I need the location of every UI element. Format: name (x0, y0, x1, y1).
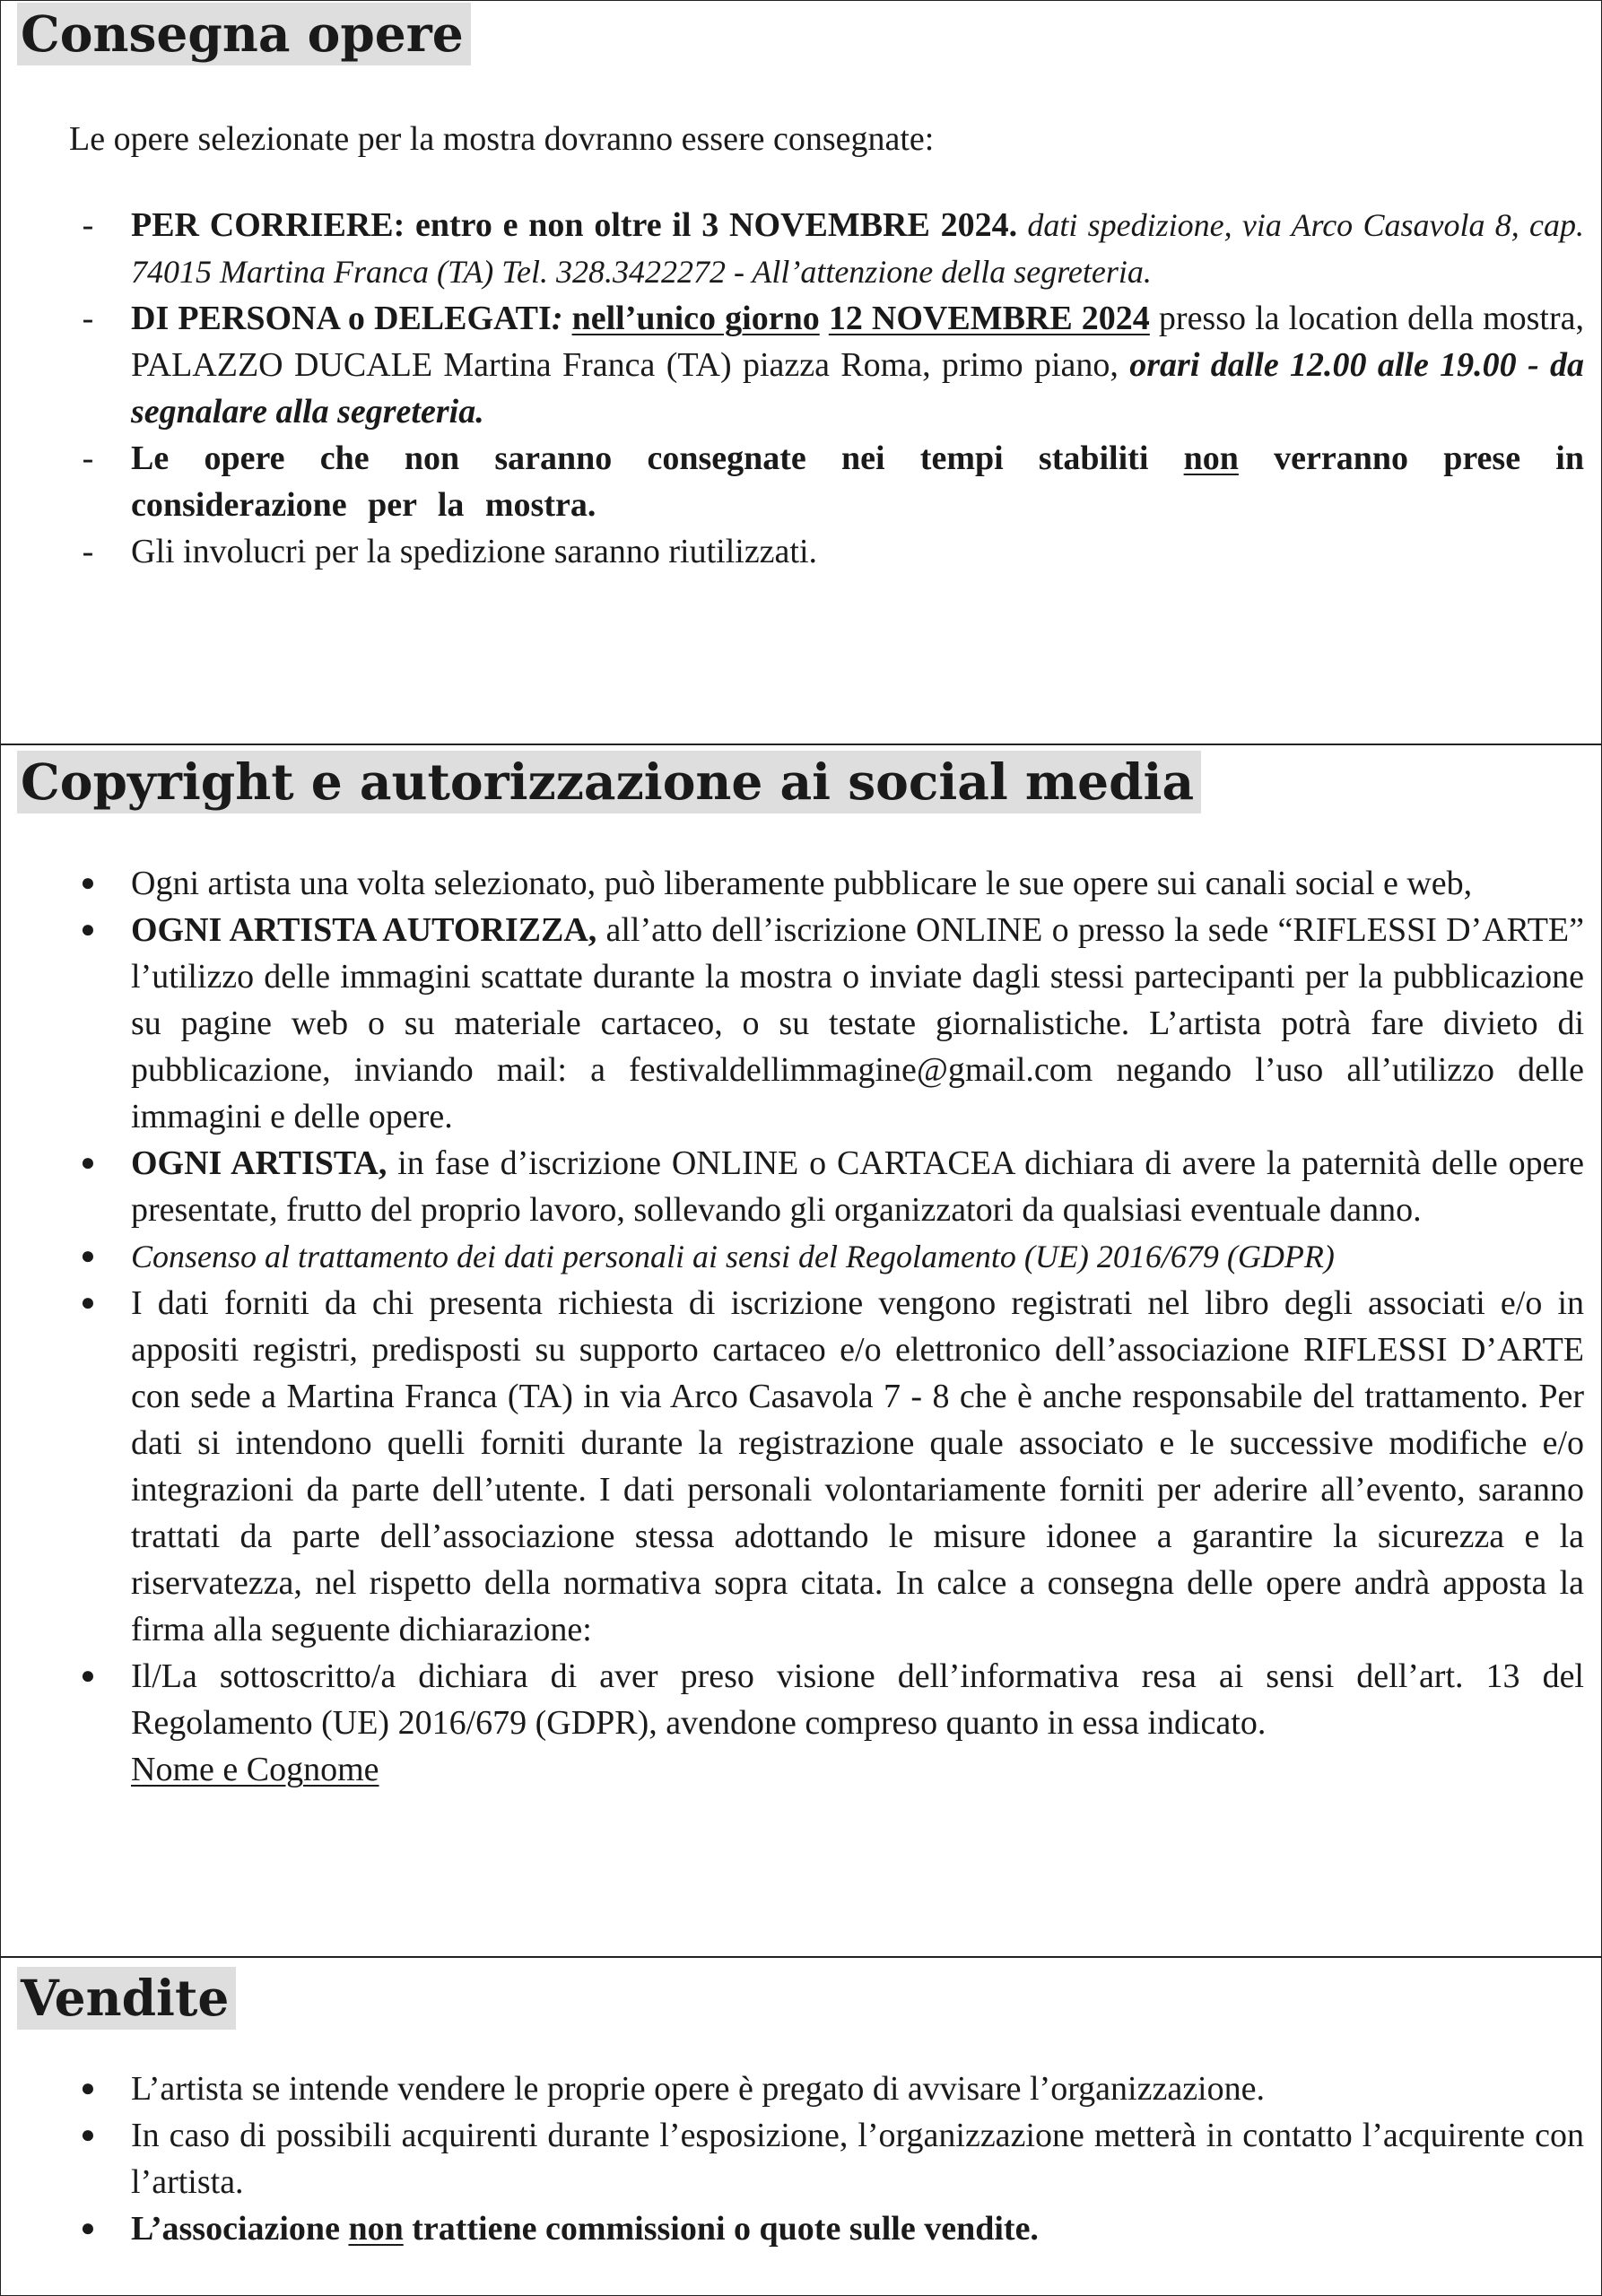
intro-text: Le opere selezionate per la mostra dovranno essere consegnate: (69, 120, 935, 158)
in-person-label: DI PERSONA o DELEGATI (131, 300, 552, 337)
bullet-marker: ● (80, 2214, 96, 2242)
sales-notice-text: L’artista se intende vendere le proprie opere è pregato di avvisare l’organizzazione. (131, 2070, 1265, 2108)
authorization-text: all’atto dell’iscrizione ONLINE o presso la sede “RIFLESSI D’ARTE” l’utilizzo delle immagini scattate durante la mostra o inviate dagli stessi partecipanti per la pubblicazione su pagine web o su materiale cartaceo, o su testate giornalistiche. L’artista potrà fare divieto di pubblicazione, inviando mail: a festivaldellimmagine@gmail.com negando l’uso all’utilizzo delle immagini e delle opere. (131, 911, 1585, 1135)
late-notice-before: Le opere che non saranno consegnate nei tempi stabiliti (131, 439, 1184, 477)
courier-deadline: PER CORRIERE: entro e non oltre il 3 NOVEMBRE 2024. (131, 206, 1018, 244)
single-day-text: nell’unico giorno (571, 300, 820, 337)
list-item (1, 2205, 1584, 2252)
list-item (1, 907, 1584, 1140)
space (820, 300, 829, 337)
commission-after: trattiene commissioni o quote sulle vendite. (403, 2210, 1039, 2248)
list-item (1, 1653, 1584, 1793)
bullet-marker: ● (80, 1149, 96, 1177)
hours-text: orari dalle 12.00 alle 19.00 - da segnalare alla segreteria. (131, 346, 1584, 430)
section-heading: Vendite (17, 1967, 236, 2030)
section-heading: Consegna opere (17, 3, 471, 65)
section-heading: Copyright e autorizzazione ai social media (17, 751, 1201, 813)
list-item (1, 2112, 1584, 2205)
buyers-contact-text: In caso di possibili acquirenti durante l’esposizione, l’organizzazione metterà in contatto l’acquirente con l’artista. (131, 2117, 1584, 2201)
privacy-text: I dati forniti da chi presenta richiesta di iscrizione vengono registrati nel libro degli associati e/o in appositi registri, predisposti su supporto cartaceo e/o elettronico dell’associazione RIFLESSI D’ARTE con sede a Martina Franca (TA) in via Arco Casavola 7 - 8 che è anche responsabile del trattamento. Per dati si intendono quelli forniti durante la registrazione quale associato e le successive modifiche e/o integrazioni da parte dell’utente. I dati personali volontariamente forniti per aderire all’evento, saranno trattati da parte dell’associazione stessa adottando le misure idonee a garantire la sicurezza e la riservatezza, nel rispetto della normativa sopra citata. In calce a consegna delle opere andrà apposta la firma alla seguente dichiarazione: (131, 1284, 1584, 1648)
list-item (1, 2066, 1584, 2112)
list-item (1, 528, 1584, 575)
bullet-marker: ● (80, 1289, 96, 1317)
list-item (1, 435, 1584, 528)
late-notice-after: verranno prese in considerazione per la mostra. (131, 439, 1584, 524)
delivery-date: 12 NOVEMBRE 2024 (828, 300, 1150, 337)
section-copyright (1, 745, 1601, 1958)
late-notice-non: non (1183, 439, 1239, 477)
authorization-label: OGNI ARTISTA AUTORIZZA, (131, 911, 597, 949)
section-vendite (1, 1958, 1601, 2295)
packaging-note: Gli involucri per la spedizione saranno riutilizzati. (131, 533, 818, 570)
ownership-text: in fase d’iscrizione ONLINE o CARTACEA dichiara di avere la paternità delle opere presentate, frutto del proprio lavoro, sollevando gli organizzatori da qualsiasi eventuale danno. (131, 1144, 1584, 1229)
bullet-marker: ● (80, 869, 96, 897)
copyright-list (1, 860, 1584, 1793)
delivery-list (1, 202, 1584, 575)
shipping-details: dati spedizione, via Arco Casavola 8, cap. 74015 Martina Franca (TA) Tel. 328.3422272 - All’attenzione della segreteria. (131, 207, 1585, 290)
list-item (1, 295, 1584, 435)
bullet-marker: ● (80, 1242, 96, 1270)
bullet-marker: ● (80, 2074, 96, 2102)
location-text: presso la location della mostra, PALAZZO DUCALE Martina Franca (TA) piazza Roma, primo piano, (131, 300, 1585, 384)
dash-marker: - (82, 300, 94, 337)
dash-marker: - (82, 206, 94, 244)
ownership-label: OGNI ARTISTA, (131, 1144, 387, 1182)
declaration-text: Il/La sottoscritto/a dichiara di aver preso visione dell’informativa resa ai sensi dell’art. 13 del Regolamento (UE) 2016/679 (GDPR), avendone compreso quanto in essa indicato. (131, 1657, 1584, 1742)
section-consegna-opere (1, 1, 1601, 745)
publish-rights-text: Ogni artista una volta selezionato, può liberamente pubblicare le sue opere sui canali social e web, (131, 865, 1473, 902)
bullet-marker: ● (80, 916, 96, 944)
list-item (1, 202, 1584, 295)
gdpr-consent-title: Consenso al trattamento dei dati personali ai sensi del Regolamento (UE) 2016/679 (GDPR) (131, 1239, 1335, 1274)
commission-before: L’associazione (131, 2210, 349, 2248)
bullet-marker: ● (80, 2121, 96, 2149)
dash-marker: - (82, 439, 94, 477)
list-item (1, 1140, 1584, 1233)
sales-list (1, 2066, 1584, 2252)
signature-name-line: Nome e Cognome (131, 1751, 379, 1788)
bullet-marker: ● (80, 1662, 96, 1690)
list-item (1, 860, 1584, 907)
colon: : (551, 300, 572, 337)
list-item (1, 1280, 1584, 1653)
commission-non: non (348, 2210, 404, 2248)
list-item (1, 1233, 1584, 1280)
dash-marker: - (82, 533, 94, 570)
